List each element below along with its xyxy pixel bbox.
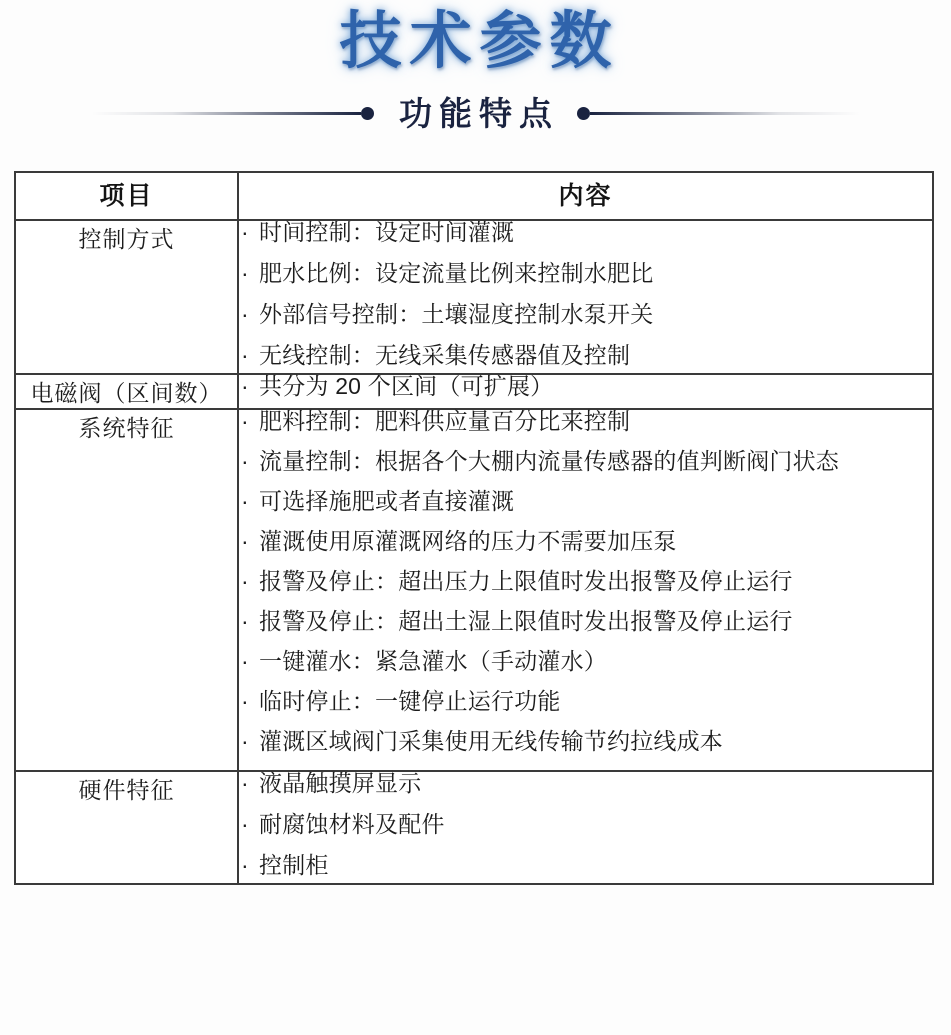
row-content-cell bbox=[238, 771, 933, 884]
row-content-cell bbox=[238, 220, 933, 374]
spec-table-body bbox=[15, 220, 933, 884]
bullet-dot-icon: · bbox=[241, 770, 249, 796]
row-content-cell bbox=[238, 374, 933, 409]
bullet-dot-icon: · bbox=[241, 688, 249, 714]
bullet-dot-icon: · bbox=[241, 448, 249, 474]
content-bullet-text: 时间控制：设定时间灌溉 bbox=[259, 219, 515, 245]
content-bullet-item bbox=[239, 813, 932, 836]
section-subtitle: 功能特点 bbox=[399, 94, 559, 132]
content-bullet-item bbox=[239, 610, 932, 633]
bullet-dot-icon: · bbox=[241, 219, 249, 245]
bullet-dot-icon: · bbox=[241, 408, 249, 434]
content-bullet-item bbox=[239, 854, 932, 877]
content-bullet-list bbox=[239, 375, 932, 398]
subtitle-band bbox=[0, 90, 951, 136]
spec-table bbox=[14, 171, 934, 885]
content-bullet-list bbox=[239, 410, 932, 753]
bullet-dot-icon: · bbox=[241, 852, 249, 878]
bullet-dot-icon: · bbox=[241, 728, 249, 754]
content-bullet-text: 共分为 20 个区间（可扩展） bbox=[259, 373, 554, 399]
content-bullet-item bbox=[239, 375, 932, 398]
content-bullet-item bbox=[239, 730, 932, 753]
column-header-content: 内容 bbox=[238, 172, 933, 220]
content-bullet-item bbox=[239, 262, 932, 285]
content-bullet-list bbox=[239, 772, 932, 877]
content-bullet-text: 灌溉区域阀门采集使用无线传输节约拉线成本 bbox=[259, 728, 723, 754]
content-bullet-text: 可选择施肥或者直接灌溉 bbox=[259, 488, 515, 514]
content-bullet-item bbox=[239, 490, 932, 513]
content-bullet-text: 液晶触摸屏显示 bbox=[259, 770, 422, 796]
content-bullet-item bbox=[239, 450, 932, 473]
table-header-row bbox=[15, 172, 933, 220]
column-header-item: 项目 bbox=[15, 172, 238, 220]
bullet-dot-icon: · bbox=[241, 528, 249, 554]
content-bullet-item bbox=[239, 303, 932, 326]
content-bullet-item bbox=[239, 690, 932, 713]
table-row bbox=[15, 374, 933, 409]
content-bullet-text: 肥水比例：设定流量比例来控制水肥比 bbox=[259, 260, 654, 286]
decorative-dot-left-icon bbox=[361, 107, 374, 120]
content-bullet-list bbox=[239, 221, 932, 367]
decorative-rule-right bbox=[590, 112, 860, 115]
row-item-label: 电磁阀（区间数） bbox=[15, 374, 238, 409]
bullet-dot-icon: · bbox=[241, 648, 249, 674]
content-bullet-text: 临时停止：一键停止运行功能 bbox=[259, 688, 561, 714]
page-header bbox=[0, 0, 951, 136]
content-bullet-item bbox=[239, 344, 932, 367]
row-item-label: 系统特征 bbox=[15, 409, 238, 771]
bullet-dot-icon: · bbox=[241, 260, 249, 286]
bullet-dot-icon: · bbox=[241, 301, 249, 327]
content-bullet-item bbox=[239, 530, 932, 553]
content-bullet-text: 流量控制：根据各个大棚内流量传感器的值判断阀门状态 bbox=[259, 448, 839, 474]
decorative-dot-right-icon bbox=[577, 107, 590, 120]
content-bullet-text: 控制柜 bbox=[259, 852, 329, 878]
content-bullet-text: 耐腐蚀材料及配件 bbox=[259, 811, 445, 837]
content-bullet-item bbox=[239, 772, 932, 795]
content-bullet-text: 肥料控制：肥料供应量百分比来控制 bbox=[259, 408, 631, 434]
content-bullet-text: 外部信号控制：土壤湿度控制水泵开关 bbox=[259, 301, 654, 327]
decorative-rule-left bbox=[91, 112, 361, 115]
bullet-dot-icon: · bbox=[241, 342, 249, 368]
bullet-dot-icon: · bbox=[241, 373, 249, 399]
page-title: 技术参数 bbox=[339, 7, 620, 76]
table-row bbox=[15, 220, 933, 374]
content-bullet-item bbox=[239, 650, 932, 673]
bullet-dot-icon: · bbox=[241, 608, 249, 634]
row-content-cell bbox=[238, 409, 933, 771]
content-bullet-item bbox=[239, 410, 932, 433]
spec-table-head bbox=[15, 172, 933, 220]
row-item-label: 硬件特征 bbox=[15, 771, 238, 884]
content-bullet-text: 报警及停止：超出压力上限值时发出报警及停止运行 bbox=[259, 568, 793, 594]
content-bullet-text: 无线控制：无线采集传感器值及控制 bbox=[259, 342, 631, 368]
table-row bbox=[15, 771, 933, 884]
content-bullet-text: 灌溉使用原灌溉网络的压力不需要加压泵 bbox=[259, 528, 677, 554]
table-row bbox=[15, 409, 933, 771]
bullet-dot-icon: · bbox=[241, 488, 249, 514]
bullet-dot-icon: · bbox=[241, 811, 249, 837]
row-item-label: 控制方式 bbox=[15, 220, 238, 374]
bullet-dot-icon: · bbox=[241, 568, 249, 594]
spec-table-container bbox=[14, 171, 932, 885]
content-bullet-text: 报警及停止：超出土湿上限值时发出报警及停止运行 bbox=[259, 608, 793, 634]
content-bullet-item bbox=[239, 570, 932, 593]
content-bullet-text: 一键灌水：紧急灌水（手动灌水） bbox=[259, 648, 607, 674]
content-bullet-item bbox=[239, 221, 932, 244]
